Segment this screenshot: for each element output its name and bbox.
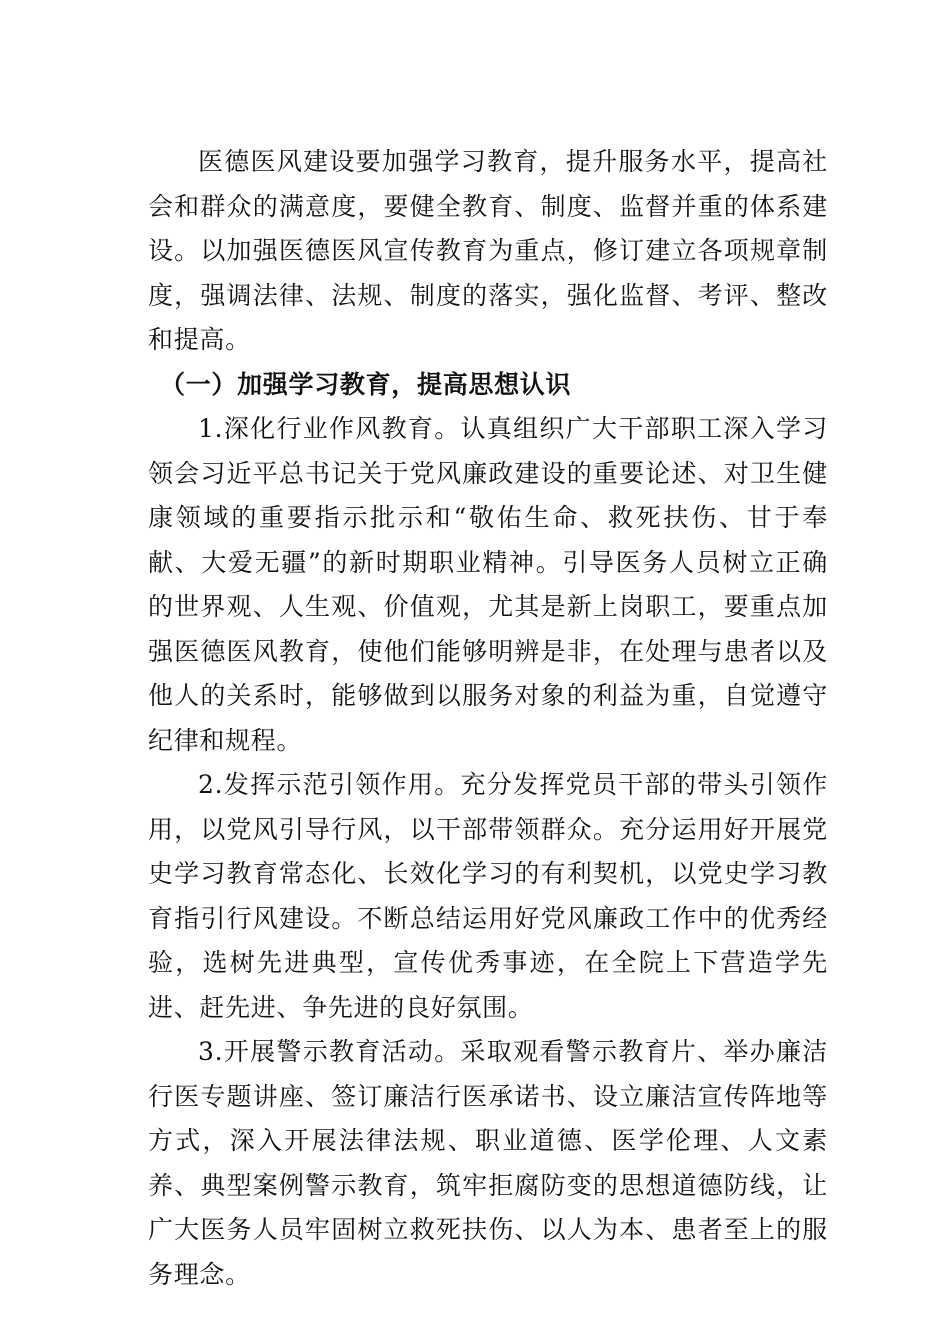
section-heading: （一）加强学习教育，提高思想认识: [160, 369, 572, 399]
document-body: [148, 140, 828, 1297]
item-3-paragraph: 3.开展警示教育活动。采取观看警示教育片、举办廉洁行医专题讲座、签订廉洁行医承诺书、设立廉洁宣传阵地等方式，深入开展法律法规、职业道德、医学伦理、人文素养、典型案例警示教育，筑牢拒腐防变的思想道德防线，让广大医务人员牢固树立救死扶伤、以人为本、患者至上的服务理念。: [148, 1037, 828, 1289]
item-1-paragraph: 1.深化行业作风教育。认真组织广大干部职工深入学习领会习近平总书记关于党风廉政建设的重要论述、对卫生健康领域的重要指示批示和“敬佑生命、救死扶伤、甘于奉献、大爱无疆”的新时期职业精神。引导医务人员树立正确的世界观、人生观、价值观，尤其是新上岗职工，要重点加强医德医风教育，使他们能够明辨是非，在处理与患者以及他人的关系时，能够做到以服务对象的利益为重，自觉遵守纪律和规程。: [148, 414, 828, 755]
intro-paragraph: 医德医风建设要加强学习教育，提升服务水平，提高社会和群众的满意度，要健全教育、制度、监督并重的体系建设。以加强医德医风宣传教育为重点，修订建立各项规章制度，强调法律、法规、制度的落实，强化监督、考评、整改和提高。: [148, 147, 828, 354]
item-2-paragraph: 2.发挥示范引领作用。充分发挥党员干部的带头引领作用，以党风引导行风，以干部带领群众。充分运用好开展党史学习教育常态化、长效化学习的有利契机，以党史学习教育指引行风建设。不断总结运用好党风廉政工作中的优秀经验，选树先进典型，宣传优秀事迹，在全院上下营造学先进、赶先进、争先进的良好氛围。: [148, 770, 828, 1022]
